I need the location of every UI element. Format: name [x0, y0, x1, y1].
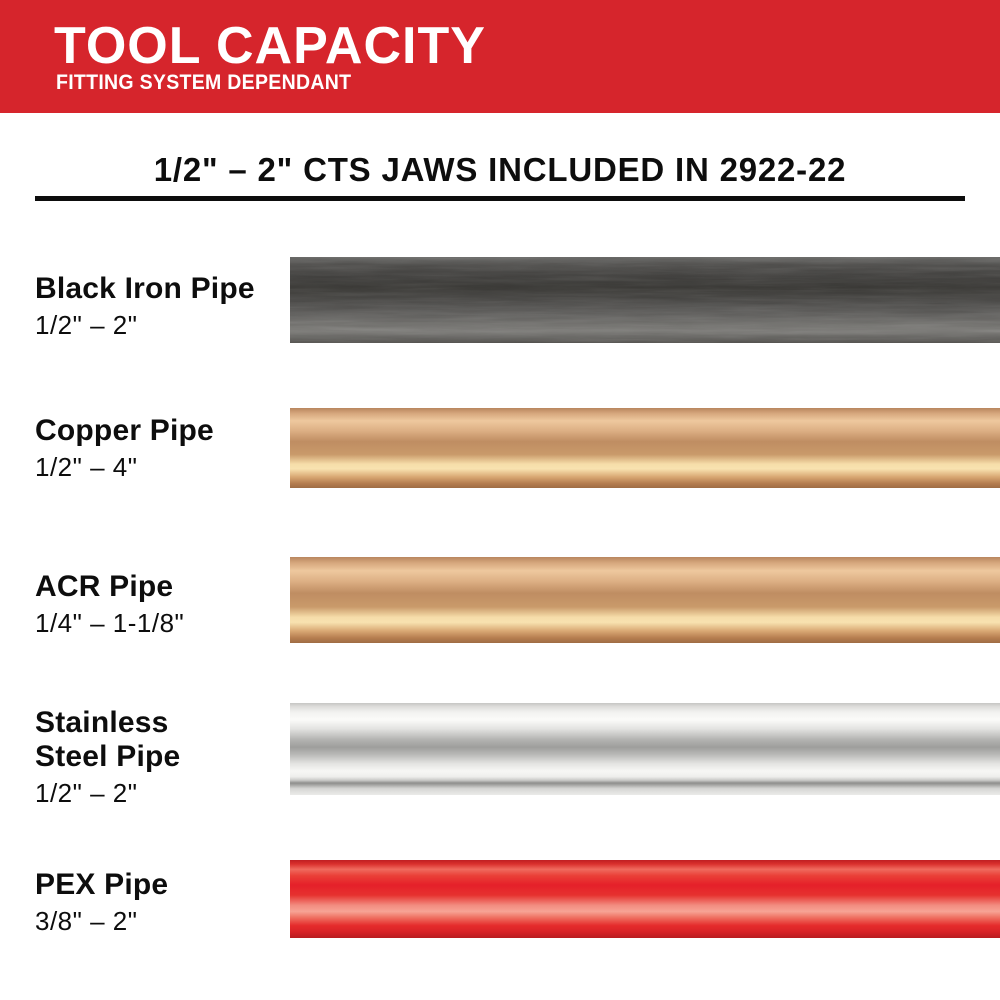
pipe-size-range: 1/4" – 1-1/8": [35, 608, 185, 638]
row-label-stainless-steel: [35, 706, 295, 807]
stainless-steel-pipe-image: [290, 703, 1000, 795]
row-label-copper: [35, 414, 295, 481]
jaws-included-headline: 1/2" – 2" CTS JAWS INCLUDED IN 2922-22: [153, 151, 847, 188]
page-subtitle: FITTING SYSTEM DEPENDANT: [56, 71, 352, 94]
row-label-pex: [35, 868, 295, 935]
row-label-black-iron: [35, 272, 295, 339]
pipe-title: PEX Pipe: [35, 868, 169, 901]
pipe-size-range: 1/2" – 4": [35, 452, 138, 482]
header-banner: [0, 0, 1000, 113]
pipe-size-range: 1/2" – 2": [35, 778, 138, 808]
pipe-size-range: 3/8" – 2": [35, 906, 138, 936]
pipe-size-range: 1/2" – 2": [35, 310, 138, 340]
acr-pipe-image: [290, 557, 1000, 643]
pex-pipe-image: [290, 860, 1000, 938]
pipe-title: ACR Pipe: [35, 570, 174, 603]
pipe-title: Stainless: [35, 706, 169, 739]
pipe-title: Copper Pipe: [35, 414, 214, 447]
divider-line: [35, 196, 965, 201]
pipe-title-line2: Steel Pipe: [35, 740, 181, 773]
row-label-acr: [35, 570, 295, 637]
page-title: TOOL CAPACITY: [54, 17, 486, 75]
copper-pipe-image: [290, 408, 1000, 488]
black-iron-pipe-image: [290, 257, 1000, 343]
pipe-title: Black Iron Pipe: [35, 272, 255, 305]
pipe-texture: [290, 257, 1000, 343]
